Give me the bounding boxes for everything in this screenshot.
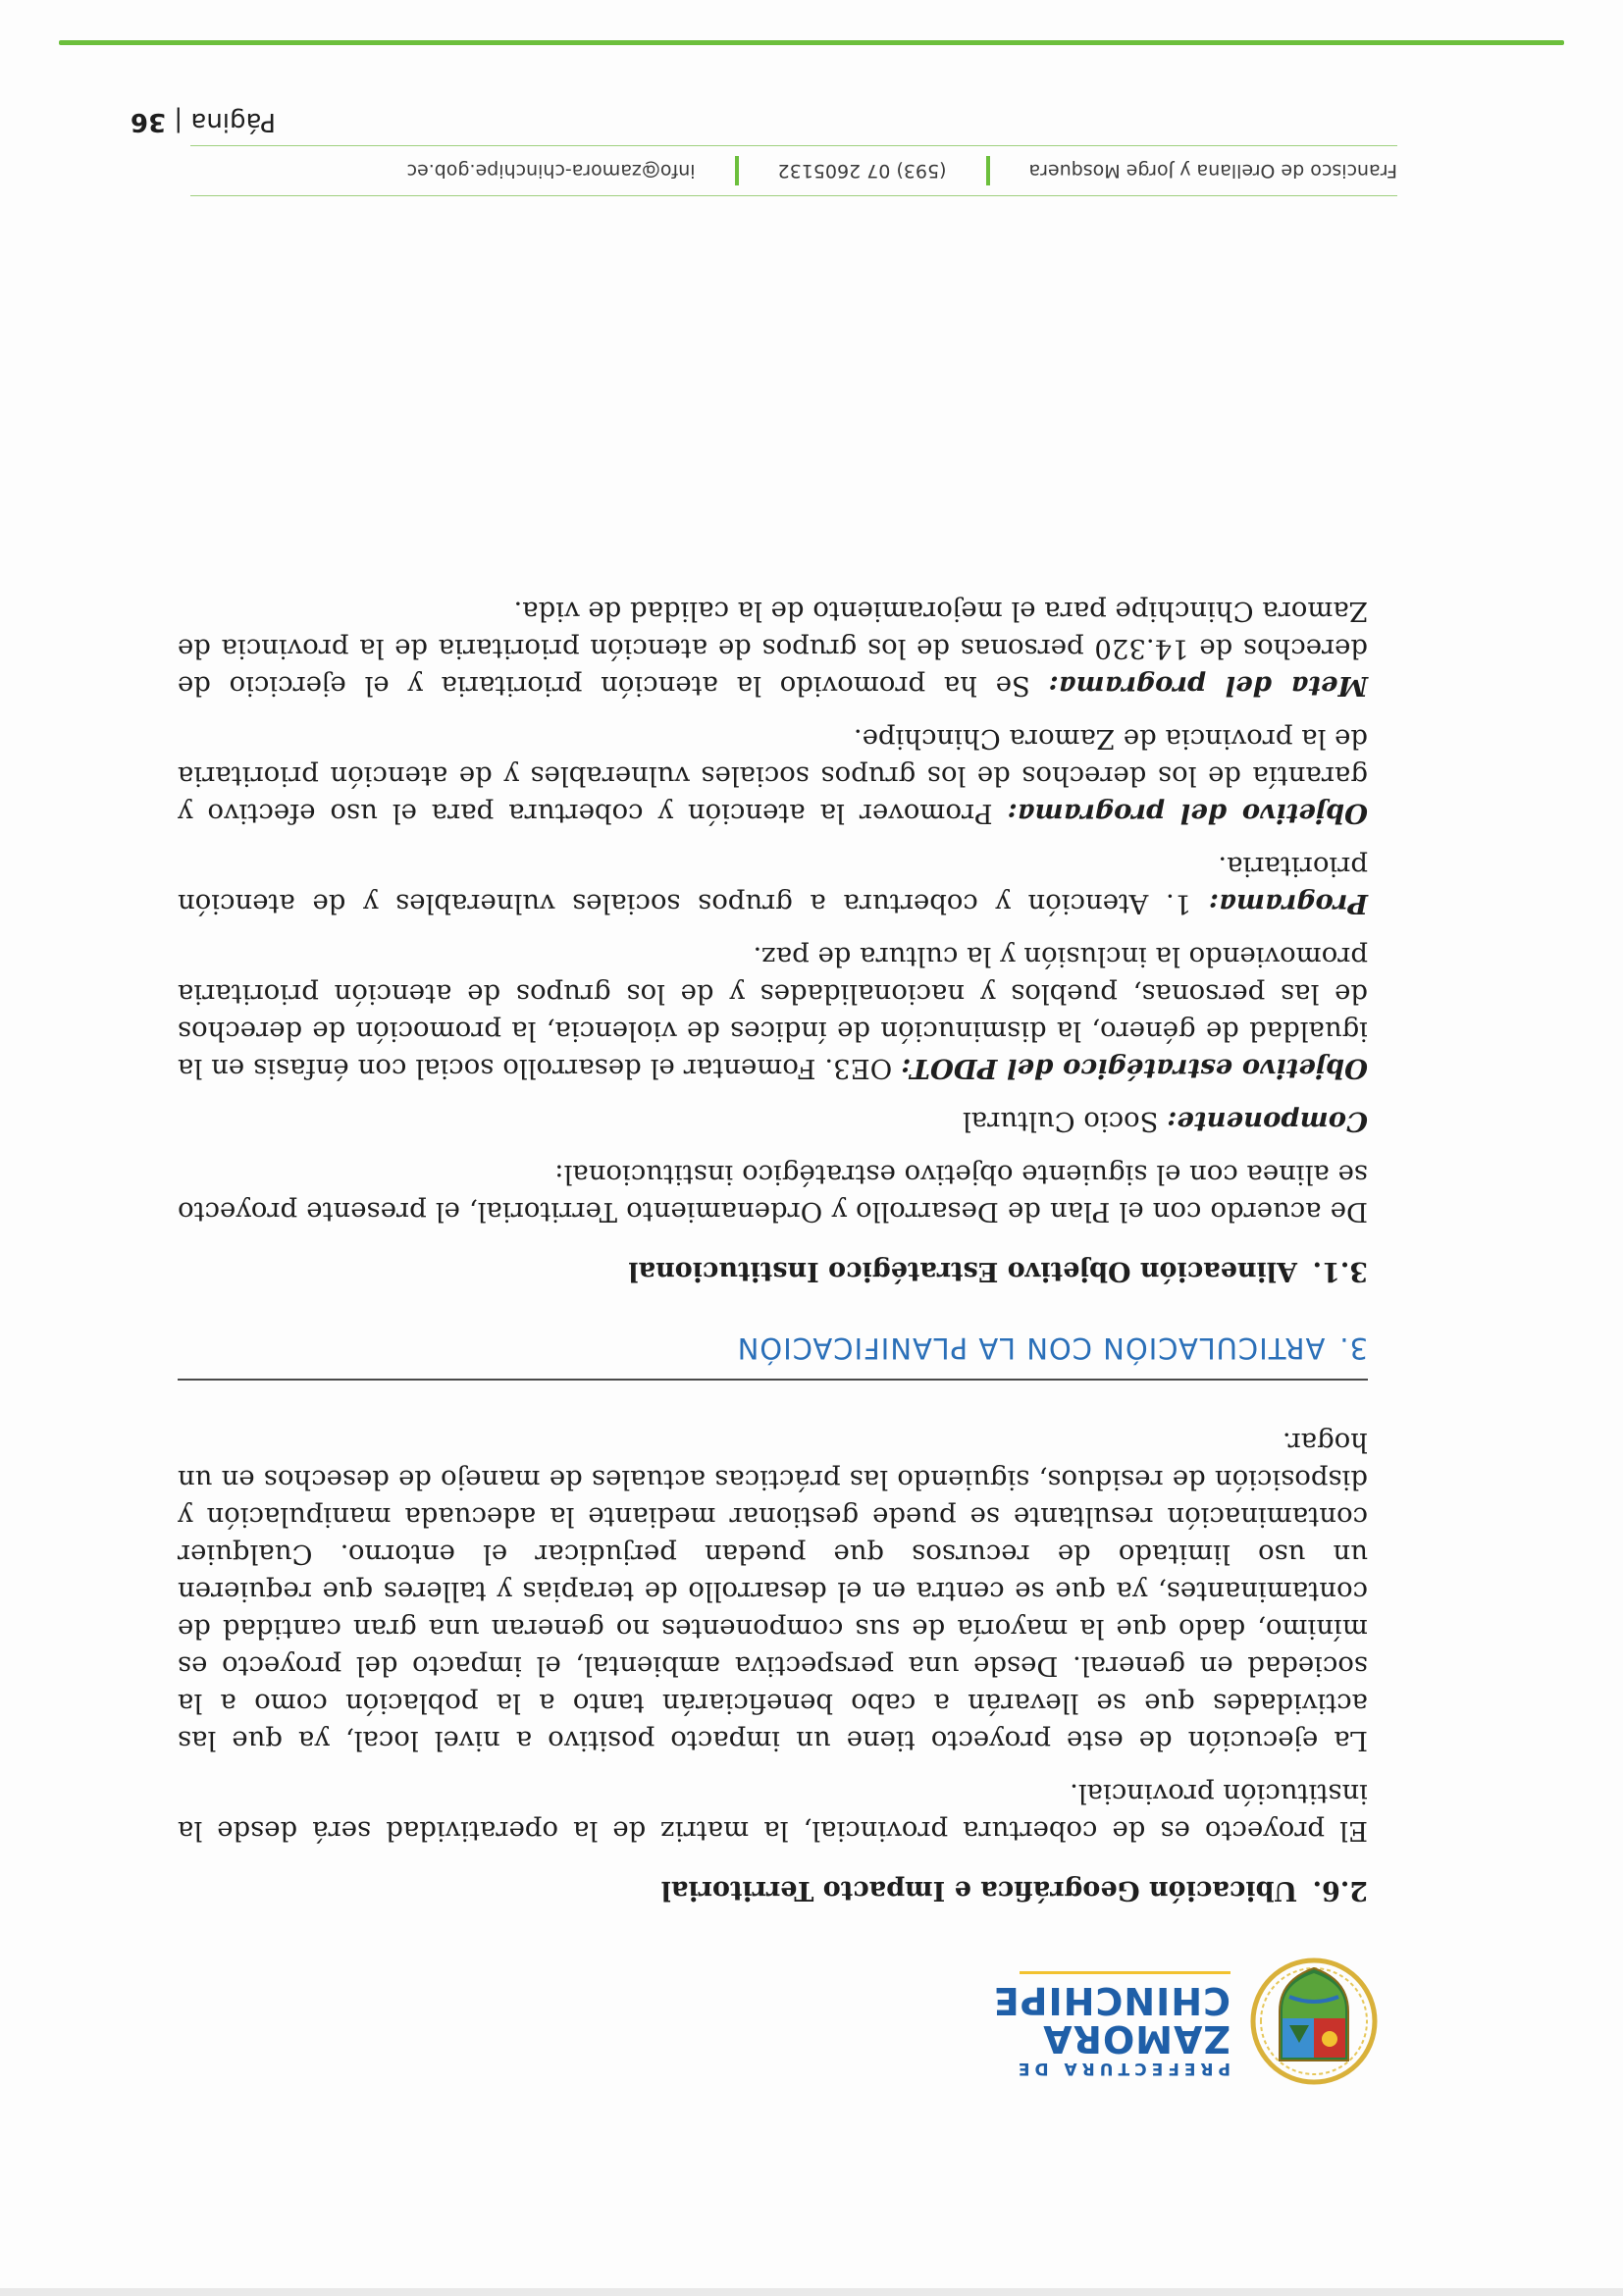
footer-divider (735, 156, 739, 185)
paragraph: La ejecución de este proyecto tiene un impacto positivo a nivel local, ya que las actividades que se llevarán a cabo beneficiarán tanto a la población como a la sociedad en general. Desde una perspectiva ambiental, el impacto del proyecto es mínimo, dado que la mayoría de sus componentes no generan una gran cantidad de contaminantes, ya que se centra en el desarrollo de terapias y talleres que requieren un uso limitado de recursos que puedan perjudicar el entorno. Cualquier contaminación resultante se puede gestionar mediante la adecuada manipulación y disposición de residuos, siguiendo las prácticas actuales de manejo de desechos en un hogar. (178, 1427, 1368, 1756)
section-heading-2-6 (178, 1875, 1368, 1905)
logo-underline (1020, 1971, 1230, 1974)
objetivo-pdot-text: OE3. Fomentar el desarrollo social con énfasis en la igualdad de género, la disminución de índices de violencia, la promoción de derechos de las personas, pueblos y nacionalidades y de los grupos de atención prioritaria promoviendo la inclusión y la cultura de paz. (178, 941, 1368, 1084)
section-number: 3.1. (1312, 1256, 1368, 1286)
objetivo-programa-label: Objetivo del programa: (1007, 798, 1368, 829)
footer-phone: (593) 07 2605132 (777, 160, 947, 182)
componente-text: Socio Cultural (962, 1106, 1168, 1137)
section-title: Alineación Objetivo Estratégico Institucional (628, 1256, 1297, 1286)
page-label: Página | (166, 107, 276, 136)
scan-edge (0, 2288, 1623, 2296)
prefectura-logo (992, 1943, 1378, 2090)
logo-line-3: CHINCHIPE (992, 1979, 1230, 2022)
footer-address: Francisco de Orellana y Jorge Mosquera (1028, 160, 1397, 182)
logo-line-2: ZAMORA (1042, 2017, 1230, 2061)
chapter-number: 3. (1338, 1331, 1368, 1365)
page-footer (190, 145, 1397, 196)
chapter-title: ARTICULACIÓN CON LA PLANIFICACIÓN (736, 1331, 1326, 1365)
chapter-heading-3 (178, 1331, 1368, 1381)
footer-email: info@zamora-chinchipe.gob.ec (406, 160, 696, 182)
coat-of-arms-icon (1250, 1953, 1378, 2090)
meta-text: Se ha promovido la atención prioritaria y el ejercicio de derechos de 14.320 personas de los grupos de atención prioritaria de la provincia de Zamora Chinchipe para el mejoramiento de la calidad de vida. (178, 596, 1368, 702)
document-body (178, 577, 1368, 1933)
programa-text: 1. Atención y cobertura a grupos sociales vulnerables y de atención prioritaria. (178, 851, 1368, 919)
green-rule (59, 40, 1564, 45)
paragraph: De acuerdo con el Plan de Desarrollo y Ordenamiento Territorial, el presente proyecto se alinea con el siguiente objetivo estratégico institucional: (178, 1159, 1368, 1227)
section-number: 2.6. (1312, 1875, 1368, 1905)
objetivo-programa-paragraph (178, 720, 1368, 832)
objetivo-pdot-label: Objetivo estratégico del PDOT: (901, 1053, 1368, 1084)
objetivo-pdot-paragraph (178, 938, 1368, 1087)
objetivo-programa-text: Promover la atención y cobertura para el uso efectivo y garantía de los derechos de los grupos sociales vulnerables y de atención prioritaria de la provincia de Zamora Chinchipe. (178, 723, 1368, 829)
paragraph: El proyecto es de cobertura provincial, la matriz de la operatividad será desde la institución provincial. (178, 1778, 1368, 1847)
meta-paragraph (178, 593, 1368, 704)
footer-divider (986, 156, 990, 185)
page-number (131, 107, 276, 136)
logo-line-1: PREFECTURA DE (1013, 2059, 1230, 2078)
componente-label: Componente: (1167, 1106, 1368, 1137)
page-number-value: 36 (130, 107, 167, 136)
programa-paragraph (178, 848, 1368, 922)
section-heading-3-1 (178, 1256, 1368, 1286)
section-title: Ubicación Geográfica e Impacto Territorial (660, 1875, 1297, 1905)
componente-paragraph (178, 1103, 1368, 1140)
programa-label: Programa: (1208, 888, 1368, 919)
meta-label: Meta del programa: (1048, 670, 1368, 702)
